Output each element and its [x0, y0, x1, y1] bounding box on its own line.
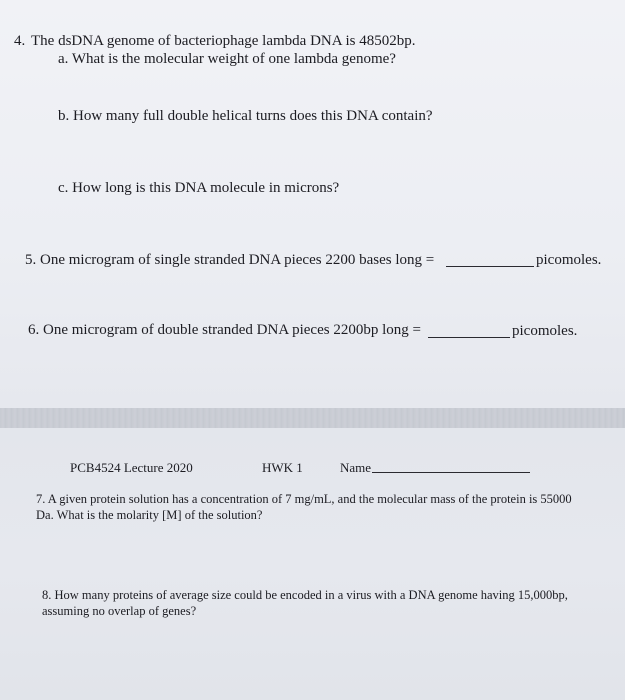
question-4a: a. What is the molecular weight of one lambda genome?	[58, 51, 396, 67]
question-4b: b. How many full double helical turns does this DNA contain?	[58, 108, 433, 124]
question-5-answer-blank[interactable]	[446, 266, 534, 267]
question-7-text: 7. A given protein solution has a concentration of 7 mg/mL, and the molecular mass of the protein is 55000 Da. What is the molarity [M] of the solution?	[36, 492, 572, 522]
name-label: Name	[340, 460, 372, 475]
page-divider	[0, 408, 625, 428]
homework-label: HWK 1	[262, 460, 303, 475]
question-5-text: 5. One microgram of single stranded DNA pieces 2200 bases long =	[25, 252, 435, 268]
question-4c: c. How long is this DNA molecule in microns?	[58, 180, 340, 196]
question-6-text: 6. One microgram of double stranded DNA pieces 2200bp long =	[28, 322, 421, 338]
question-6-unit: picomoles.	[512, 323, 578, 339]
question-4-stem: The dsDNA genome of bacteriophage lambda DNA is 48502bp.	[31, 33, 416, 49]
name-input-line[interactable]	[372, 472, 530, 473]
question-8-text: 8. How many proteins of average size could be encoded in a virus with a DNA genome having 15,000bp, assuming no overlap of genes?	[42, 588, 568, 618]
question-6-answer-blank[interactable]	[428, 337, 510, 338]
question-4-number: 4.	[14, 33, 26, 49]
question-5-unit: picomoles.	[536, 252, 602, 268]
course-title: PCB4524 Lecture 2020	[70, 460, 193, 475]
